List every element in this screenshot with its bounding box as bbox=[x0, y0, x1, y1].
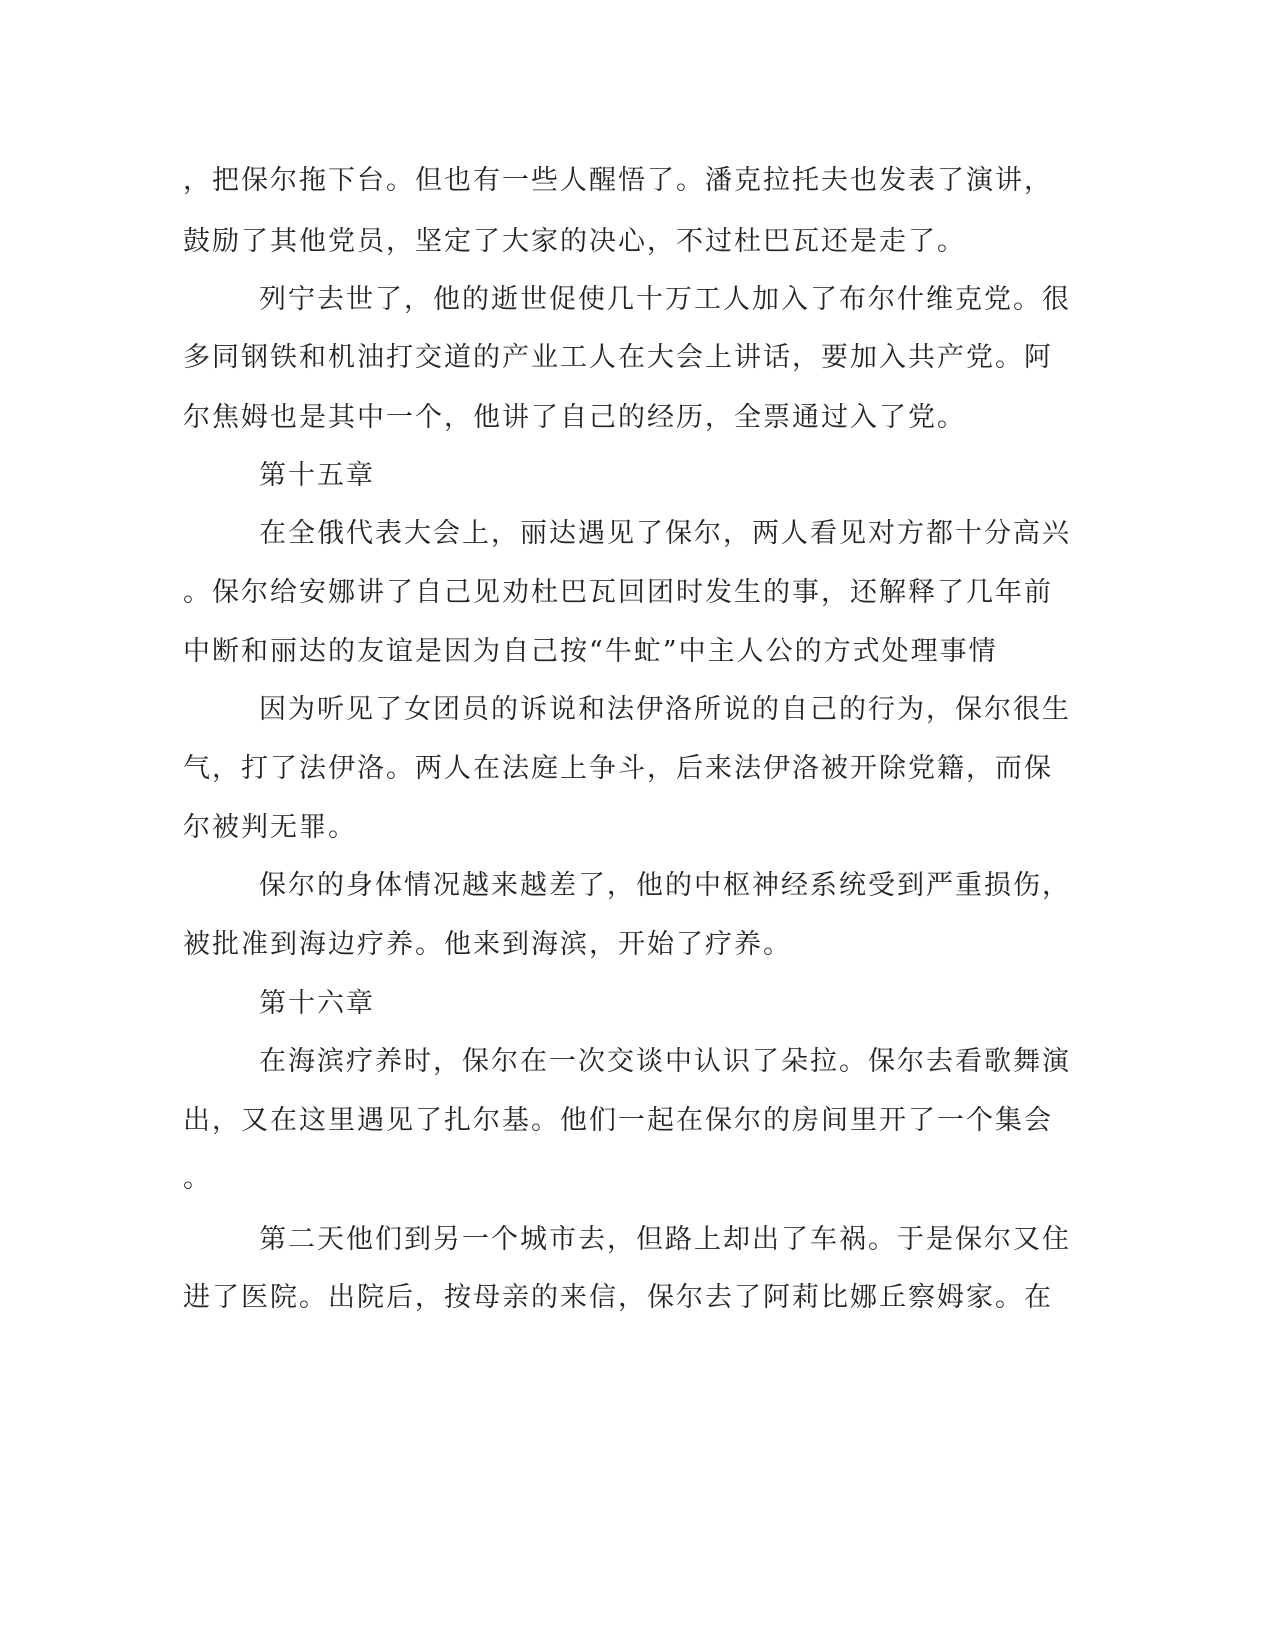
paragraph-start-line: 列宁去世了，他的逝世促使几十万工人加入了布尔什维克党。很 bbox=[259, 284, 1071, 315]
text-line: 尔焦姆也是其中一个，他讲了自己的经历，全票通过入了党。 bbox=[183, 402, 966, 433]
text-line: 被批准到海边疗养。他来到海滨，开始了疗养。 bbox=[183, 929, 792, 960]
text-line: 出，又在这里遇见了扎尔基。他们一起在保尔的房间里开了一个集会 bbox=[183, 1105, 1053, 1136]
text-line: ，把保尔拖下台。但也有一些人醒悟了。潘克拉托夫也发表了演讲， bbox=[183, 165, 1053, 196]
paragraph-start-line: 在海滨疗养时，保尔在一次交谈中认识了朵拉。保尔去看歌舞演 bbox=[259, 1046, 1071, 1077]
text-line: 。 bbox=[183, 1163, 212, 1194]
paragraph-start-line: 因为听见了女团员的诉说和法伊洛所说的自己的行为，保尔很生 bbox=[259, 694, 1071, 725]
text-line: 。保尔给安娜讲了自己见劝杜巴瓦回团时发生的事，还解释了几年前 bbox=[183, 577, 1053, 608]
paragraph-start-line: 第二天他们到另一个城市去，但路上却出了车祸。于是保尔又住 bbox=[259, 1224, 1071, 1255]
paragraph-start-line: 在全俄代表大会上，丽达遇见了保尔，两人看见对方都十分高兴 bbox=[259, 518, 1071, 549]
text-line: 进了医院。出院后，按母亲的来信，保尔去了阿莉比娜丘察姆家。在 bbox=[183, 1282, 1053, 1313]
text-line: 中断和丽达的友谊是因为自己按“牛虻”中主人公的方式处理事情 bbox=[183, 636, 998, 667]
chapter-heading-16: 第十六章 bbox=[259, 988, 375, 1019]
text-line: 鼓励了其他党员，坚定了大家的决心，不过杜巴瓦还是走了。 bbox=[183, 226, 966, 257]
text-line: 多同钢铁和机油打交道的产业工人在大会上讲话，要加入共产党。阿 bbox=[183, 342, 1053, 373]
chapter-heading-15: 第十五章 bbox=[259, 460, 375, 491]
text-line: 气，打了法伊洛。两人在法庭上争斗，后来法伊洛被开除党籍，而保 bbox=[183, 753, 1053, 784]
text-line: 尔被判无罪。 bbox=[183, 812, 357, 843]
paragraph-start-line: 保尔的身体情况越来越差了，他的中枢神经系统受到严重损伤， bbox=[259, 870, 1071, 901]
